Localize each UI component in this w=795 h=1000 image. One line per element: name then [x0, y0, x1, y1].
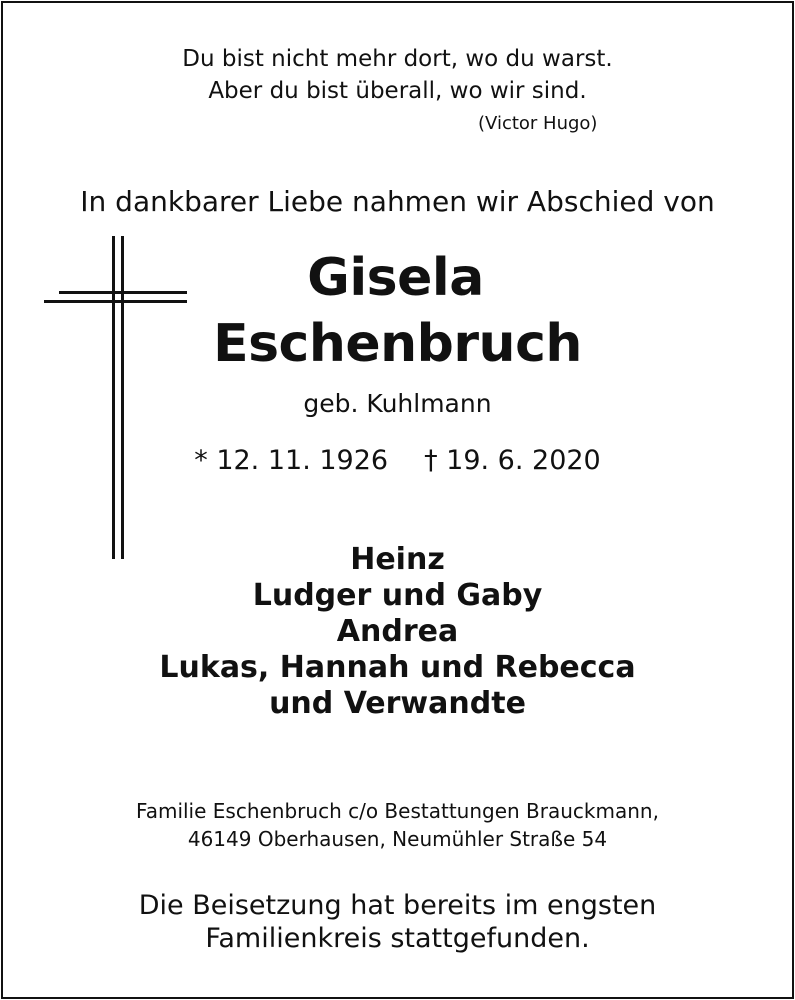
- mourner-line: und Verwandte: [269, 686, 526, 721]
- maiden-name: geb. Kuhlmann: [303, 389, 492, 418]
- contact-line-2: 46149 Oberhausen, Neumühler Straße 54: [187, 827, 608, 851]
- mourner-line: Heinz: [350, 542, 445, 577]
- burial-note-line-2: Familienkreis stattgefunden.: [205, 923, 590, 954]
- birth-date: * 12. 11. 1926: [194, 445, 389, 476]
- life-dates: [0, 445, 795, 476]
- mourner-line: Andrea: [336, 614, 459, 649]
- mourner-line: Ludger und Gaby: [252, 578, 543, 613]
- quote-author: (Victor Hugo): [478, 113, 598, 134]
- quote-line-1: Du bist nicht mehr dort, wo du warst.: [182, 46, 613, 72]
- contact-line-1: Familie Eschenbruch c/o Bestattungen Brauckmann,: [136, 799, 659, 823]
- quote-line-2: Aber du bist überall, wo wir sind.: [208, 78, 587, 104]
- death-date: † 19. 6. 2020: [424, 445, 601, 476]
- deceased-last-name: Eschenbruch: [213, 314, 582, 374]
- mourners-list: [0, 542, 795, 722]
- intro-text: In dankbarer Liebe nahmen wir Abschied von: [80, 185, 715, 218]
- mourner-line: Lukas, Hannah und Rebecca: [159, 650, 636, 685]
- burial-note-line-1: Die Beisetzung hat bereits im engsten: [138, 890, 657, 921]
- deceased-first-name: Gisela: [307, 248, 484, 308]
